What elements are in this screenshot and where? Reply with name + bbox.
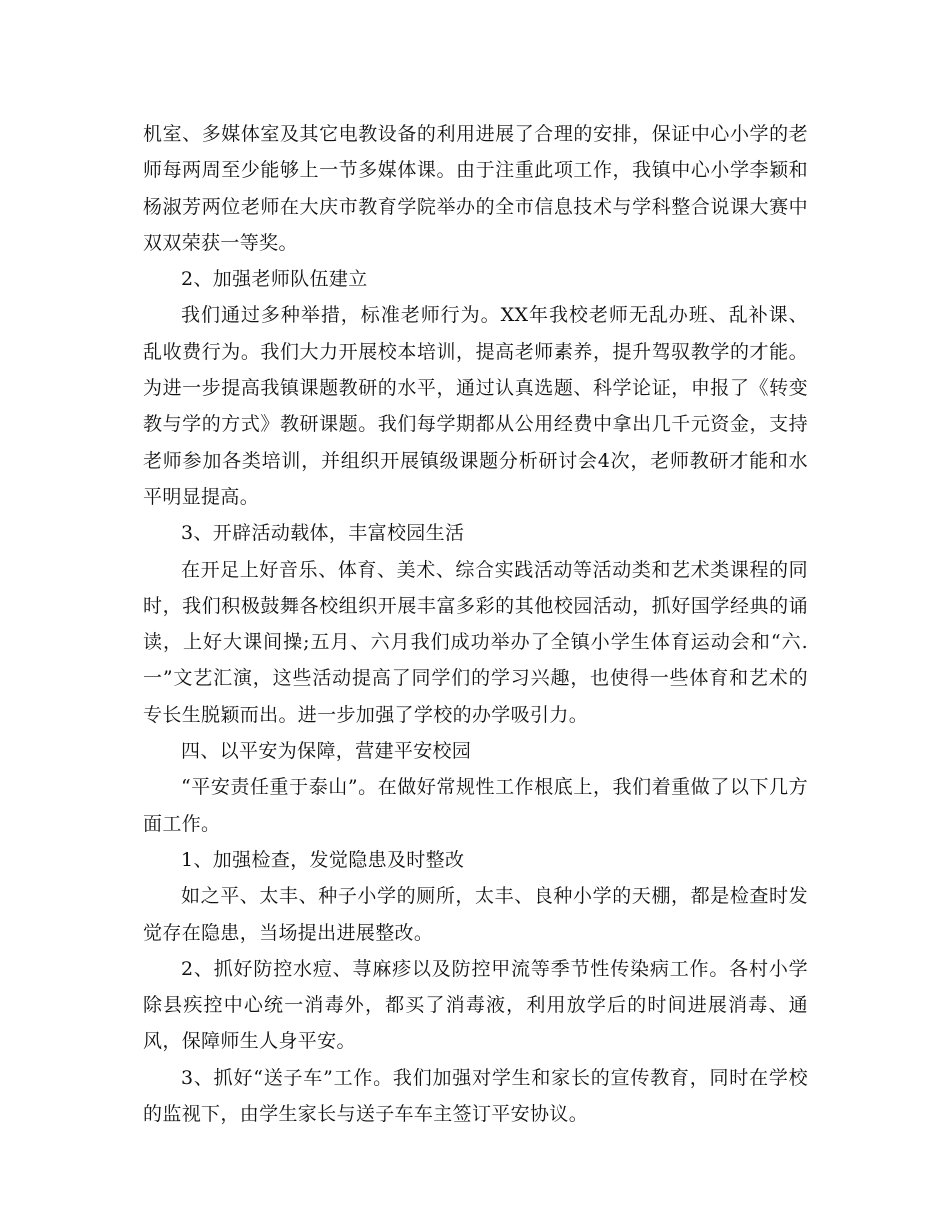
section-heading-teacher-team: 2、加强老师队伍建立 bbox=[181, 268, 368, 291]
paragraph-safety-intro: “平安责任重于泰山”。在做好常规性工作根底上，我们着重做了以下几方面工作。 bbox=[143, 776, 808, 835]
paragraph-teacher-team: 我们通过多种举措，标准老师行为。XX年我校老师无乱办班、乱补课、乱收费行为。我们大力开展校本培训，提高老师素养，提升驾驭教学的才能。为进一步提高我镇课题教研的水平，通过认真选题、科学论证，申报了《转变教与学的方式》教研课题。我们每学期都从公用经费中拿出几千元资金，支持老师参加各类培训，并组织开展镇级课题分析研讨会4次，老师教研才能和水平明显提高。 bbox=[143, 304, 808, 508]
document-body bbox=[143, 116, 808, 1132]
paragraph-school-bus: 3、抓好“送子车”工作。我们加强对学生和家长的宣传教育，同时在学校的监视下，由学生家长与送子车车主签订平安协议。 bbox=[143, 1066, 808, 1126]
section-heading-inspection: 1、加强检查，发觉隐患及时整改 bbox=[181, 848, 465, 871]
paragraph-inspection: 如之平、太丰、种子小学的厕所，太丰、良种小学的天棚，都是检查时发觉存在隐患，当场提出进展整改。 bbox=[143, 885, 808, 944]
section-heading-safety: 四、以平安为保障，营建平安校园 bbox=[181, 740, 472, 763]
paragraph-disease-control: 2、抓好防控水痘、荨麻疹以及防控甲流等季节性传染病工作。各村小学除县疾控中心统一消毒外，都买了消毒液，利用放学后的时间进展消毒、通风，保障师生人身平安。 bbox=[143, 957, 808, 1053]
section-heading-campus-activities: 3、开辟活动载体，丰富校园生活 bbox=[181, 522, 465, 545]
paragraph-campus-activities: 在开足上好音乐、体育、美术、综合实践活动等活动类和艺术类课程的同时，我们积极鼓舞各校组织开展丰富多彩的其他校园活动，抓好国学经典的诵读，上好大课间操;五月、六月我们成功举办了全镇小学生体育运动会和“六.一”文艺汇演，这些活动提高了同学们的学习兴趣，也使得一些体育和艺术的专长生脱颖而出。进一步加强了学校的办学吸引力。 bbox=[143, 558, 808, 726]
paragraph-continuation: 机室、多媒体室及其它电教设备的利用进展了合理的安排，保证中心小学的老师每两周至少能够上一节多媒体课。由于注重此项工作，我镇中心小学李颖和杨淑芳两位老师在大庆市教育学院举办的全市信息技术与学科整合说课大赛中双双荣获一等奖。 bbox=[143, 123, 808, 254]
